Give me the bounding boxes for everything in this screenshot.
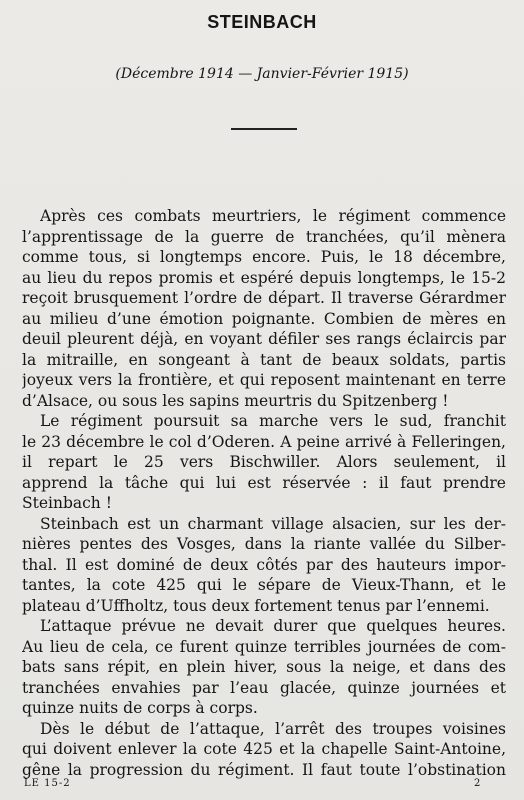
text-line: tranchées envahies par l’eau glacée, quinze journées et (22, 678, 506, 697)
text-line: nières pentes des Vosges, dans la riante vallée du Silber- (22, 535, 506, 553)
text-line: il repart le 25 vers Bischwiller. Alors seulement, il (22, 453, 506, 471)
text-line: thal. Il est dominé de deux côtés par des hauteurs impor- (22, 555, 506, 574)
text-line: qui doivent enlever la cote 425 et la chapelle Saint-Antoine, (22, 740, 506, 758)
text-line: apprend la tâche qui lui est réservée : il faut prendre (22, 473, 506, 492)
text-line: plateau d’Uffholtz, tous deux fortement tenus par l’ennemi. (22, 596, 490, 615)
text-line: gêne la progression du régiment. Il faut toute l’obstination (22, 760, 506, 779)
text-line: au lieu du repos promis et espéré depuis longtemps, le 15-2 (22, 268, 506, 287)
text-line: bats sans répit, en plein hiver, sous la neige, et dans des (22, 658, 506, 676)
body-text (22, 206, 506, 780)
separator-rule (231, 128, 297, 130)
text-line: Steinbach ! (22, 494, 112, 512)
text-line: le 23 décembre le col d’Oderen. A peine arrivé à Felleringen, (22, 432, 506, 451)
page-title: STEINBACH (207, 12, 317, 32)
page-subtitle: (Décembre 1914 — Janvier-Février 1915) (115, 66, 409, 82)
text-line: Dès le début de l’attaque, l’arrêt des troupes voisines (40, 719, 506, 738)
footer-signature: LE 15-2 (24, 778, 71, 789)
text-line: Au lieu de cela, ce furent quinze terribles journées de com- (22, 637, 506, 656)
text-line: L’attaque prévue ne devait durer que quelques heures. (40, 617, 506, 635)
footer-page-number: 2 (474, 778, 481, 789)
text-line: deuil pleurent déjà, en voyant défiler ses rangs éclaircis par (22, 330, 506, 348)
text-line: l’apprentissage de la guerre de tranchées, qu’il mènera (22, 227, 506, 246)
text-line: reçoit brusquement l’ordre de départ. Il traverse Gérardmer (22, 289, 506, 307)
text-line: la mitraille, en songeant à tant de beaux soldats, partis (22, 350, 506, 369)
text-line: tantes, la cote 425 qui le sépare de Vieux-Thann, et le (22, 576, 506, 594)
text-line: d’Alsace, ou sous les sapins meurtris du Spitzenberg ! (22, 391, 449, 410)
text-line: au milieu d’une émotion poignante. Combien de mères en (22, 309, 506, 328)
text-line: Le régiment poursuit sa marche vers le sud, franchit (40, 412, 506, 430)
text-line: Steinbach est un charmant village alsacien, sur les der- (40, 514, 506, 533)
text-line: comme tous, si longtemps encore. Puis, le 18 décembre, (22, 248, 506, 266)
text-line: Après ces combats meurtriers, le régiment commence (40, 207, 506, 225)
text-line: joyeux vers la frontière, et qui reposent maintenant en terre (22, 371, 506, 389)
text-line: quinze nuits de corps à corps. (22, 699, 258, 717)
